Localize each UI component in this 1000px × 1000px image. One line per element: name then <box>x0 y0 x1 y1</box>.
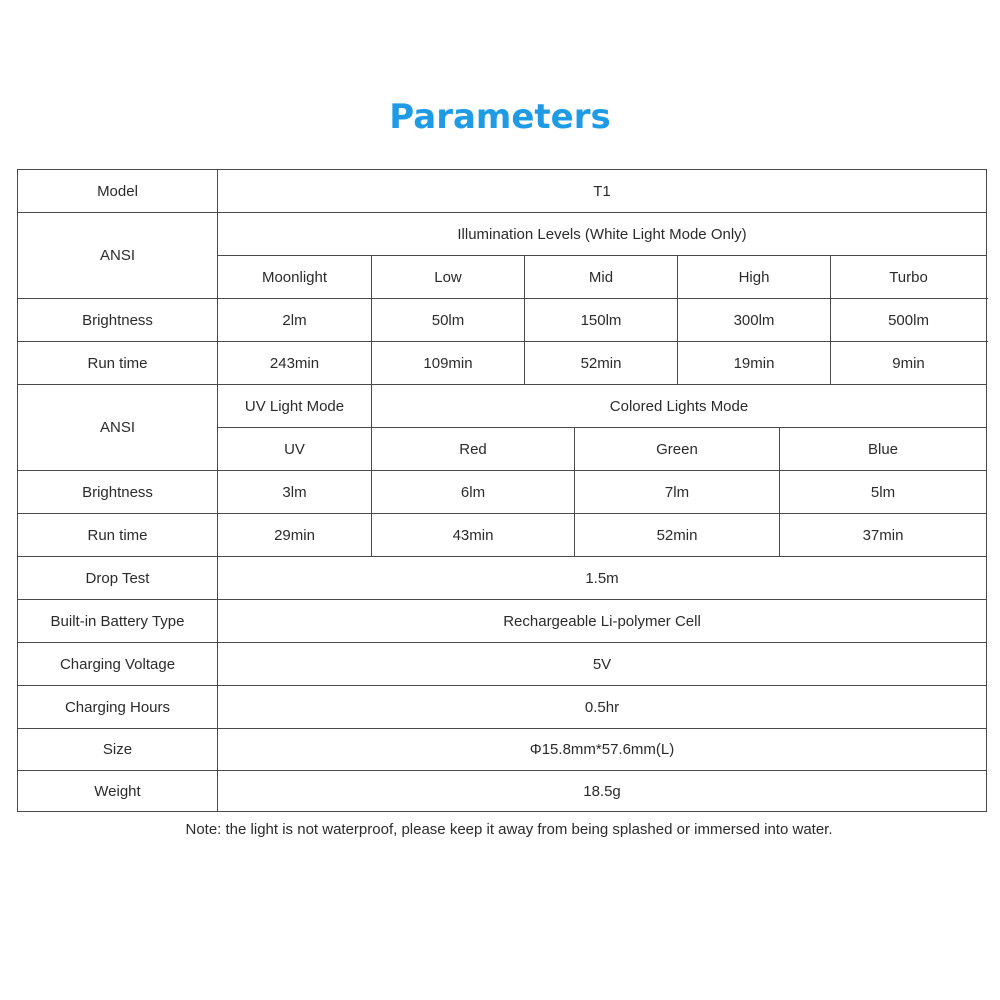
drop-test-label: Drop Test <box>18 557 218 600</box>
battery-type-value: Rechargeable Li-polymer Cell <box>218 600 987 643</box>
colored-lights-mode-header: Colored Lights Mode <box>372 385 987 428</box>
model-value: T1 <box>218 170 987 213</box>
table-row-ansi-color-header <box>18 385 987 428</box>
weight-label: Weight <box>18 771 218 812</box>
uv-light-mode-header: UV Light Mode <box>218 385 372 428</box>
size-label: Size <box>18 729 218 771</box>
brightness-red: 6lm <box>372 471 575 514</box>
charging-hours-value: 0.5hr <box>218 686 987 729</box>
brightness-mid: 150lm <box>525 299 678 342</box>
runtime-low: 109min <box>372 342 525 385</box>
charging-hours-label: Charging Hours <box>18 686 218 729</box>
drop-test-value: 1.5m <box>218 557 987 600</box>
battery-type-label: Built-in Battery Type <box>18 600 218 643</box>
runtime-green: 52min <box>575 514 780 557</box>
runtime-high: 19min <box>678 342 831 385</box>
table-row-brightness-color <box>18 471 987 514</box>
brightness-blue: 5lm <box>780 471 987 514</box>
table-row-ansi-white-header <box>18 213 987 256</box>
page-title: Parameters <box>389 97 611 137</box>
mode-green: Green <box>575 428 780 471</box>
brightness-high: 300lm <box>678 299 831 342</box>
table-row-drop-test <box>18 557 987 600</box>
weight-value: 18.5g <box>218 771 987 812</box>
parameters-table <box>17 169 987 812</box>
mode-red: Red <box>372 428 575 471</box>
model-label: Model <box>18 170 218 213</box>
ansi-color-label: ANSI <box>18 385 218 471</box>
waterproof-note: Note: the light is not waterproof, please keep it away from being splashed or immersed into water. <box>185 821 833 838</box>
runtime-color-label: Run time <box>18 514 218 557</box>
runtime-blue: 37min <box>780 514 987 557</box>
mode-low: Low <box>372 256 525 299</box>
table-row-runtime-white <box>18 342 987 385</box>
runtime-white-label: Run time <box>18 342 218 385</box>
charging-voltage-label: Charging Voltage <box>18 643 218 686</box>
brightness-uv: 3lm <box>218 471 372 514</box>
table-row-model <box>18 170 987 213</box>
runtime-moonlight: 243min <box>218 342 372 385</box>
size-value: Φ15.8mm*57.6mm(L) <box>218 729 987 771</box>
brightness-turbo: 500lm <box>831 299 987 342</box>
table-row-runtime-color <box>18 514 987 557</box>
table-row-charging-hours <box>18 686 987 729</box>
brightness-color-label: Brightness <box>18 471 218 514</box>
ansi-white-label: ANSI <box>18 213 218 299</box>
table-row-battery-type <box>18 600 987 643</box>
brightness-green: 7lm <box>575 471 780 514</box>
runtime-mid: 52min <box>525 342 678 385</box>
mode-uv: UV <box>218 428 372 471</box>
runtime-uv: 29min <box>218 514 372 557</box>
mode-moonlight: Moonlight <box>218 256 372 299</box>
table-row-size <box>18 729 987 771</box>
table-row-brightness-white <box>18 299 987 342</box>
table-row-weight <box>18 771 987 812</box>
runtime-turbo: 9min <box>831 342 987 385</box>
charging-voltage-value: 5V <box>218 643 987 686</box>
brightness-low: 50lm <box>372 299 525 342</box>
mode-mid: Mid <box>525 256 678 299</box>
brightness-white-label: Brightness <box>18 299 218 342</box>
brightness-moonlight: 2lm <box>218 299 372 342</box>
illumination-levels-header: Illumination Levels (White Light Mode Only) <box>218 213 987 256</box>
mode-high: High <box>678 256 831 299</box>
runtime-red: 43min <box>372 514 575 557</box>
table-row-charging-voltage <box>18 643 987 686</box>
mode-blue: Blue <box>780 428 987 471</box>
mode-turbo: Turbo <box>831 256 987 299</box>
